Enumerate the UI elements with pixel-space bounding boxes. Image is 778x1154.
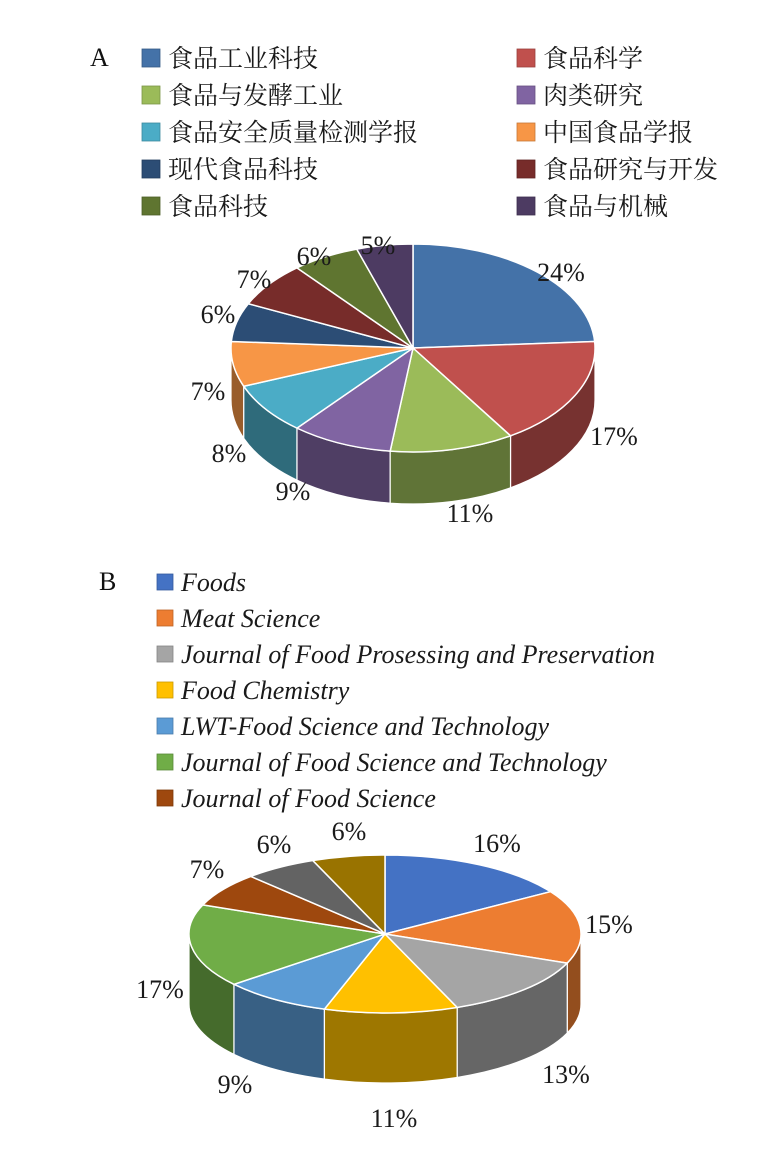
legend-entry: 食品科学 — [543, 44, 644, 73]
legend-swatch — [517, 160, 535, 178]
legend-swatch — [142, 49, 160, 67]
slice-label: 9% — [275, 477, 311, 506]
legend-entry: 食品与发酵工业 — [168, 81, 344, 110]
slice-label: 8% — [211, 439, 247, 468]
slice-label: 13% — [542, 1060, 590, 1089]
legend-entry: Journal of Food Science — [181, 784, 436, 813]
panel-label-b: B — [99, 567, 117, 596]
slice-label: 6% — [256, 830, 292, 859]
legend-swatch — [517, 123, 535, 141]
legend-entry: 食品与机械 — [543, 192, 669, 221]
legend-swatch — [157, 790, 173, 806]
slice-label: 6% — [331, 817, 367, 846]
slice-label: 7% — [190, 377, 226, 406]
slice-label: 15% — [585, 910, 633, 939]
legend-swatch — [157, 646, 173, 662]
slice-label: 7% — [236, 265, 272, 294]
legend-swatch — [517, 197, 535, 215]
legend-entry: 食品科技 — [168, 192, 269, 221]
legend-entry: Meat Science — [181, 604, 321, 633]
pie — [189, 855, 581, 1083]
slice-label: 6% — [296, 242, 332, 271]
legend-swatch — [142, 123, 160, 141]
slice-label: 17% — [136, 975, 184, 1004]
legend-entry: Journal of Food Prosessing and Preservation — [181, 640, 655, 669]
legend-entry: 食品安全质量检测学报 — [168, 118, 419, 147]
legend-swatch — [517, 49, 535, 67]
legend-swatch — [142, 197, 160, 215]
chart-b — [99, 567, 655, 1133]
legend-entry: 食品工业科技 — [168, 44, 319, 73]
pie-side-wall — [324, 1007, 457, 1083]
legend-entry: LWT-Food Science and Technology — [181, 712, 550, 741]
slice-label: 6% — [200, 300, 236, 329]
chart-a — [90, 43, 718, 528]
panel-label-a: A — [90, 43, 109, 72]
slice-label: 17% — [590, 422, 638, 451]
slice-label: 24% — [537, 258, 585, 287]
slice-label: 7% — [189, 855, 225, 884]
legend-swatch — [157, 574, 173, 590]
legend-entry: 现代食品科技 — [168, 155, 319, 184]
legend-entry: 肉类研究 — [543, 81, 644, 110]
legend-swatch — [142, 86, 160, 104]
legend-swatch — [142, 160, 160, 178]
legend-swatch — [157, 754, 173, 770]
legend — [142, 44, 718, 221]
slice-label: 16% — [473, 829, 521, 858]
legend-swatch — [157, 682, 173, 698]
legend-swatch — [157, 718, 173, 734]
legend — [157, 568, 655, 813]
slice-label: 11% — [370, 1104, 418, 1133]
legend-swatch — [517, 86, 535, 104]
slice-label: 9% — [217, 1070, 253, 1099]
legend-entry: Foods — [181, 568, 246, 597]
legend-entry: Journal of Food Science and Technology — [181, 748, 607, 777]
slice-label: 5% — [360, 231, 396, 260]
legend-entry: Food Chemistry — [181, 676, 350, 705]
legend-entry: 食品研究与开发 — [543, 155, 719, 184]
legend-entry: 中国食品学报 — [543, 118, 694, 147]
legend-swatch — [157, 610, 173, 626]
slice-label: 11% — [446, 499, 494, 528]
